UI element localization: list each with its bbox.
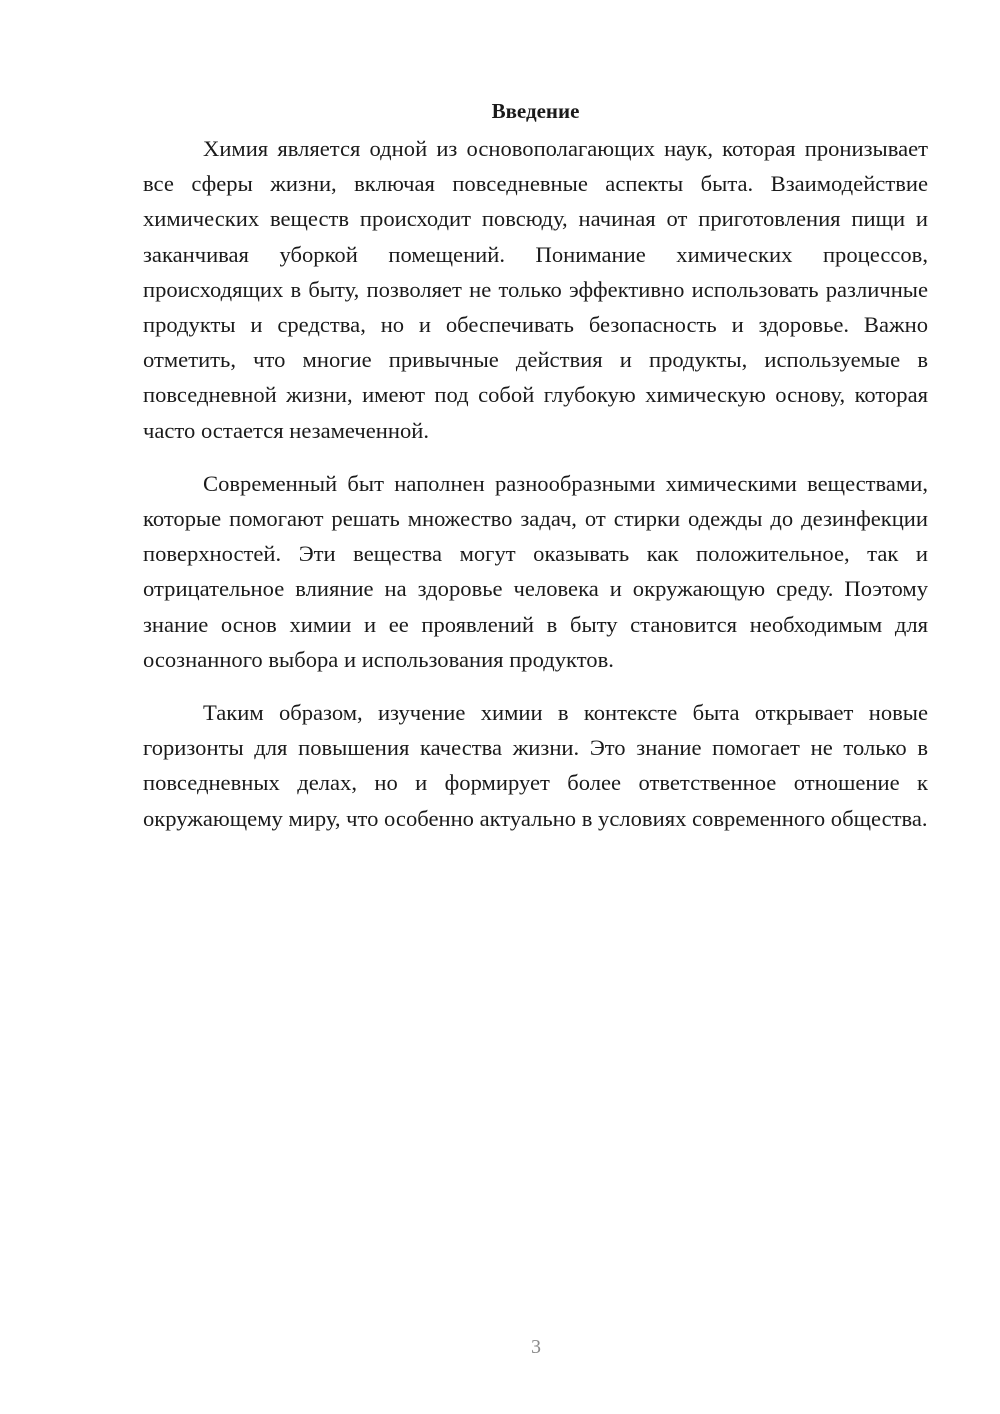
page-content	[143, 96, 928, 836]
section-title: Введение	[491, 99, 580, 123]
paragraph-3: Таким образом, изучение химии в контексте быта открывает новые горизонты для повышения качества жизни. Это знание помогает не только в повседневных делах, но и формирует более ответственное отношение к окружающему миру, что особенно актуально в условиях современного общества.	[143, 700, 928, 831]
paragraph-2: Современный быт наполнен разнообразными химическими веществами, которые помогают решать множество задач, от стирки одежды до дезинфекции поверхностей. Эти вещества могут оказывать как положительное, так и отрицательное влияние на здоровье человека и окружающую среду. Поэтому знание основ химии и ее проявлений в быту становится необходимым для осознанного выбора и использования продуктов.	[143, 470, 928, 672]
page-number: 3	[531, 1336, 541, 1358]
paragraph-1: Химия является одной из основополагающих наук, которая пронизывает все сферы жизни, включая повседневные аспекты быта. Взаимодействие химических веществ происходит повсюду, начиная от приготовления пищи и заканчивая уборкой помещений. Понимание химических процессов, происходящих в быту, позволяет не только эффективно использовать различные продукты и средства, но и обеспечивать безопасность и здоровье. Важно отметить, что многие привычные действия и продукты, используемые в повседневной жизни, имеют под собой глубокую химическую основу, которая часто остается незамеченной.	[143, 136, 928, 443]
